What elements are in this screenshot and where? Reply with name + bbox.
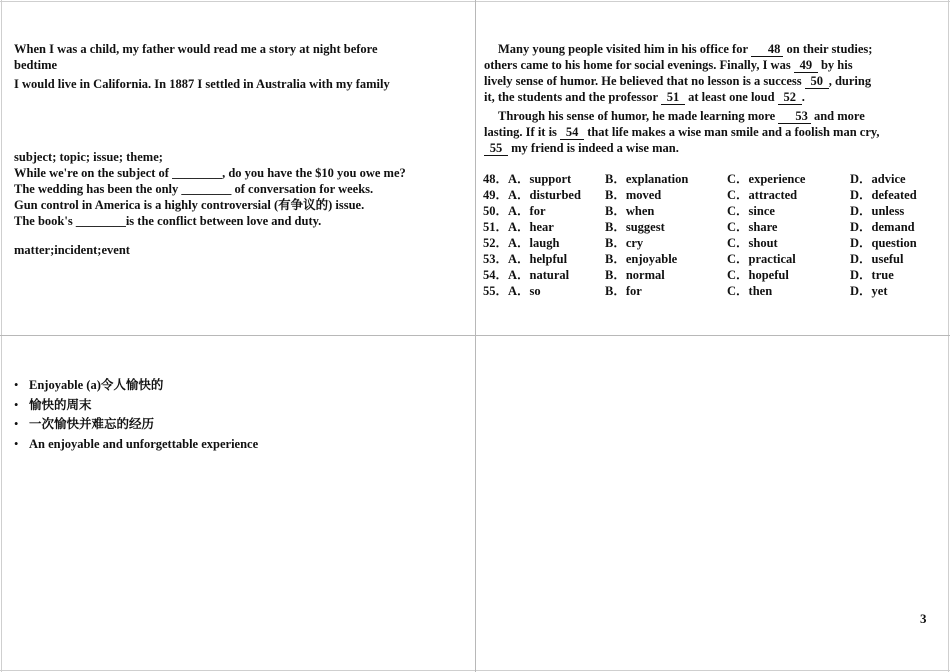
option-cell: C．since — [727, 204, 775, 218]
option-cell: B．normal — [605, 268, 665, 282]
synonym-list: subject; topic; issue; theme; — [14, 150, 163, 164]
vertical-divider — [475, 0, 476, 672]
option-cell: C．share — [727, 220, 778, 234]
option-cell: B．moved — [605, 188, 662, 202]
bullet-marker: • — [14, 417, 19, 431]
option-row — [483, 219, 930, 235]
sentence-bedtime-story-cont: bedtime — [14, 58, 58, 72]
option-cell: 48．A．support — [483, 172, 572, 186]
option-cell: B．when — [605, 204, 655, 218]
option-cell: D．true — [850, 268, 894, 282]
example-theme: The book's ________is the conflict between love and duty. — [14, 214, 322, 228]
blank-50: 50 — [805, 75, 829, 89]
option-row — [483, 203, 930, 219]
bullet-marker: • — [14, 436, 19, 451]
example-issue: Gun control in America is a highly controversial (有争议的) issue. — [14, 198, 365, 212]
blank-51: 51 — [661, 91, 685, 105]
option-cell: C．experience — [727, 172, 806, 186]
option-row — [483, 235, 930, 251]
sentence-california: I would live in California. In 1887 I settled in Australia with my family — [14, 77, 390, 91]
bottom-left-bullet-list — [14, 376, 258, 454]
option-cell: B．explanation — [605, 172, 689, 186]
option-cell: D．defeated — [850, 188, 917, 202]
word-list-matter: matter;incident;event — [14, 243, 130, 257]
option-row — [483, 267, 930, 283]
list-item: • 愉快的周末 — [14, 396, 258, 416]
passage-line-6: lasting. If it is 54 that life makes a wise man smile and a foolish man cry, — [484, 125, 880, 139]
option-cell: D．advice — [850, 172, 906, 186]
blank-53: 53 — [778, 110, 811, 124]
option-cell: 54．A．natural — [483, 268, 570, 282]
list-item: • 一次愉快并难忘的经历 — [14, 415, 258, 435]
option-cell: B．for — [605, 284, 642, 298]
option-cell: 50．A．for — [483, 204, 546, 218]
example-subject: While we're on the subject of ________, do you have the $10 you owe me? — [14, 166, 406, 180]
option-cell: D．yet — [850, 284, 888, 298]
passage-line-1: Many young people visited him in his office for 48 on their studies; — [498, 42, 873, 56]
passage-line-4: it, the students and the professor 51 at least one loud 52 . — [484, 90, 805, 104]
bullet-marker: • — [14, 378, 19, 392]
bullet-marker: • — [14, 397, 19, 412]
option-cell: 55．A．so — [483, 284, 541, 298]
passage-line-2: others came to his home for social evenings. Finally, I was 49 by his — [484, 58, 853, 72]
page-border-left — [1, 0, 2, 672]
sentence-bedtime-story: When I was a child, my father would read me a story at night before — [14, 42, 378, 56]
horizontal-divider — [0, 335, 950, 336]
list-item: • An enjoyable and unforgettable experience — [14, 435, 258, 455]
blank-48: 48 — [751, 43, 784, 57]
option-cell: D．demand — [850, 220, 915, 234]
option-cell: C．hopeful — [727, 268, 789, 282]
passage-line-5: Through his sense of humor, he made learning more 53 and more — [498, 109, 865, 123]
option-cell: B．cry — [605, 236, 644, 250]
option-cell: C．attracted — [727, 188, 798, 202]
blank-52: 52 — [778, 91, 802, 105]
page-number: 3 — [920, 611, 927, 626]
option-row — [483, 251, 930, 267]
option-cell: B．enjoyable — [605, 252, 678, 266]
blank-49: 49 — [794, 59, 818, 73]
passage-line-3: lively sense of humor. He believed that no lesson is a success 50 , during — [484, 74, 872, 88]
option-cell: D．useful — [850, 252, 904, 266]
list-item: • Enjoyable (a)令人愉快的 — [14, 376, 258, 396]
page-border-right — [948, 0, 949, 672]
blank-54: 54 — [560, 126, 584, 140]
option-row — [483, 171, 930, 187]
blank-55: 55 — [484, 142, 508, 156]
option-cell: D．unless — [850, 204, 905, 218]
option-cell: 49．A．disturbed — [483, 188, 581, 202]
option-cell: C．practical — [727, 252, 796, 266]
option-cell: 52．A．laugh — [483, 236, 560, 250]
option-cell: D．question — [850, 236, 917, 250]
option-row — [483, 283, 930, 299]
option-cell: C．then — [727, 284, 773, 298]
option-row — [483, 187, 930, 203]
option-cell: 51．A．hear — [483, 220, 554, 234]
answer-options-table — [483, 171, 930, 299]
option-cell: B．suggest — [605, 220, 665, 234]
option-cell: C．shout — [727, 236, 778, 250]
passage-line-7: 55 my friend is indeed a wise man. — [484, 140, 914, 156]
option-cell: 53．A．helpful — [483, 252, 568, 266]
example-topic: The wedding has been the only ________ of conversation for weeks. — [14, 182, 374, 196]
